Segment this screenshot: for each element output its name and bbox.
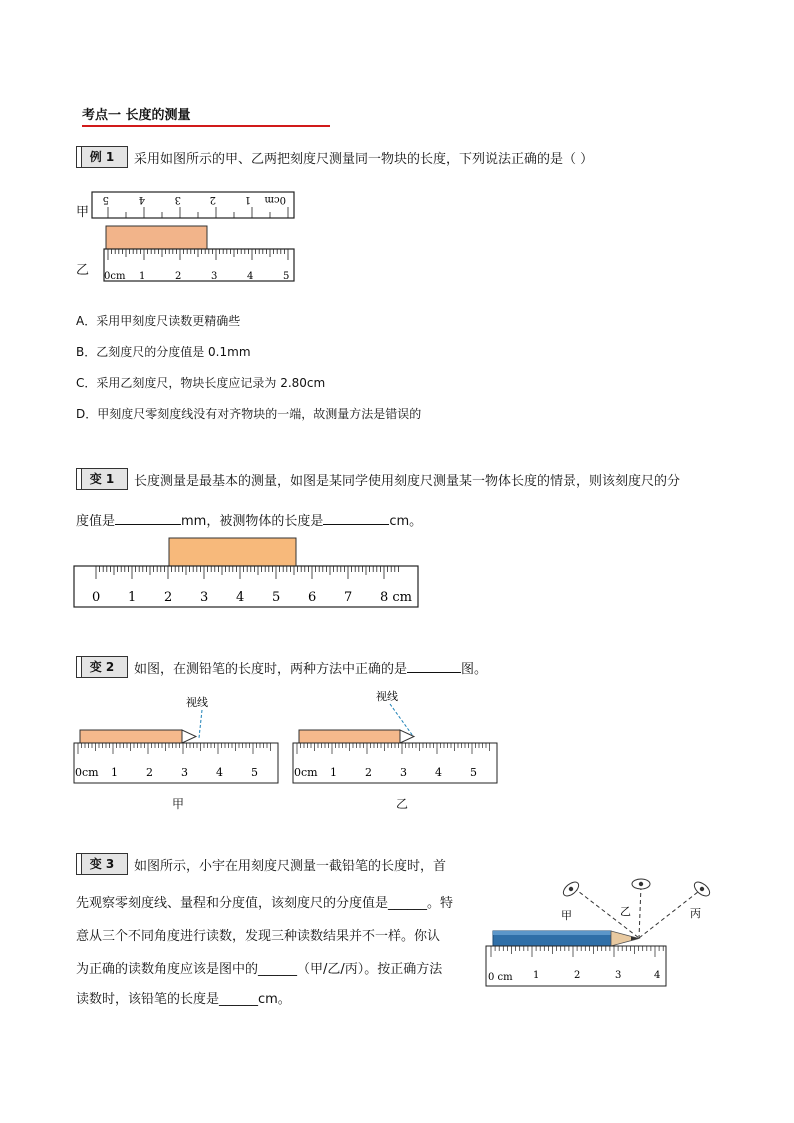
measured-object <box>169 538 296 566</box>
caption-jia: 甲 <box>172 797 185 811</box>
pencil-tip <box>182 730 196 743</box>
variant1-text-b: mm，被测物体的长度是 <box>181 514 324 529</box>
ruler-num: 4 <box>654 970 661 981</box>
ruler-label-yi: 乙 <box>76 263 90 278</box>
ruler-num: 4 <box>216 766 223 779</box>
pencil-body <box>80 730 182 743</box>
answer-blank[interactable] <box>323 511 389 525</box>
ruler-num: 5 <box>272 590 281 605</box>
variant3-line2: 先观察零刻度线、量程和分度值，该刻度尺的分度值是______。特 <box>76 896 454 911</box>
ruler-num: 1 <box>128 590 137 605</box>
option-a: A．采用甲刻度尺读数更精确些 <box>76 314 241 328</box>
variant1-text-a: 度值是 <box>76 514 116 529</box>
ruler-num: 2 <box>365 766 372 779</box>
ruler-jia-num: 2 <box>209 194 216 205</box>
sight-line-yi <box>639 886 641 938</box>
ruler-num: 3 <box>200 590 209 605</box>
option-b: B．乙刻度尺的分度值是 0.1mm <box>76 345 251 359</box>
variant1-line2 <box>76 510 422 529</box>
pencil-tip <box>400 730 414 743</box>
ruler-unit: 0cm <box>294 766 318 779</box>
option-d: D．甲刻度尺零刻度线没有对齐物块的一端，故测量方法是错误的 <box>76 407 422 421</box>
ruler-num: 2 <box>164 590 173 605</box>
ruler-num: 3 <box>615 970 622 981</box>
variant1-tag: 变 1 <box>76 468 128 490</box>
variant3-line5: 读数时，该铅笔的长度是______cm。 <box>76 992 291 1007</box>
ruler-label-jia: 甲 <box>76 205 90 220</box>
section-title: 考点一 长度的测量 <box>82 108 191 123</box>
variant2-text <box>134 658 487 677</box>
variant3-line4: 为正确的读数角度应该是图中的______（甲/乙/丙）。按正确方法 <box>76 962 443 977</box>
ruler-num: 5 <box>251 766 258 779</box>
ruler-num: 2 <box>146 766 153 779</box>
pencil-highlight <box>493 931 611 935</box>
ruler-num: 5 <box>470 766 477 779</box>
variant1-line1: 长度测量是最基本的测量，如图是某同学使用刻度尺测量某一物体长度的情景，则该刻度尺的分 <box>134 474 681 489</box>
variant2-text-b: 图。 <box>461 662 488 677</box>
sight-label: 视线 <box>376 690 398 703</box>
ruler-num: 0 <box>92 590 101 605</box>
answer-blank[interactable] <box>115 511 181 525</box>
ruler-num: 7 <box>344 590 353 605</box>
variant2-text-a: 如图，在测铅笔的长度时，两种方法中正确的是 <box>134 662 408 677</box>
variant3-tag: 变 3 <box>76 853 128 875</box>
example-tag: 例 1 <box>76 146 128 168</box>
ruler-num: 8 cm <box>380 590 413 605</box>
variant3-figure <box>484 872 701 990</box>
ruler-num: 3 <box>181 766 188 779</box>
eye-icon <box>692 879 712 898</box>
ruler-yi-body <box>104 249 294 281</box>
ruler-yi-num: 5 <box>283 271 290 282</box>
ruler-yi-num: 3 <box>211 271 218 282</box>
ruler-unit: 0cm <box>75 766 99 779</box>
ruler-yi-num: 2 <box>175 271 182 282</box>
ruler-jia-num: 4 <box>138 194 145 205</box>
option-c: C．采用乙刻度尺，物块长度应记录为 2.80cm <box>76 376 326 390</box>
ruler-num: 4 <box>435 766 442 779</box>
section-underline <box>82 125 330 127</box>
variant2-pencil-figure <box>72 688 502 788</box>
ruler-num: 1 <box>330 766 337 779</box>
eye-label: 甲 <box>561 909 572 922</box>
sight-label: 视线 <box>186 696 208 709</box>
example-question: 采用如图所示的甲、乙两把刻度尺测量同一物块的长度，下列说法正确的是（ ） <box>134 152 594 167</box>
ruler-num: 2 <box>574 970 581 981</box>
ruler-yi-num: 1 <box>139 271 146 282</box>
caption-yi: 乙 <box>396 797 409 811</box>
ruler-unit: 0 cm <box>488 972 513 983</box>
ruler-num: 4 <box>236 590 245 605</box>
ruler-jia-num: 5 <box>102 194 109 205</box>
variant3-line3: 意从三个不同角度进行读数，发现三种读数结果并不一样。你认 <box>76 929 441 944</box>
variant3-line1: 如图所示，小宇在用刻度尺测量一截铅笔的长度时，首 <box>134 859 447 874</box>
ruler-jia-body <box>92 192 294 218</box>
variant1-text-c: cm。 <box>389 514 423 529</box>
ruler-num: 6 <box>308 590 317 605</box>
sight-line <box>199 710 202 738</box>
eye-icon <box>561 879 581 898</box>
ruler-jia-unit: 0cm <box>264 194 286 205</box>
ruler-jia-num: 1 <box>244 194 251 205</box>
ruler-num: 1 <box>111 766 118 779</box>
variant1-ruler-figure <box>72 536 422 612</box>
ruler-num: 1 <box>533 970 540 981</box>
ruler-jia-num: 3 <box>174 194 181 205</box>
ruler-num: 3 <box>400 766 407 779</box>
eye-icon <box>632 879 650 889</box>
pencil-body <box>299 730 400 743</box>
variant2-tag: 变 2 <box>76 656 128 678</box>
answer-blank[interactable] <box>407 659 461 673</box>
ruler-yi-num: 4 <box>247 271 254 282</box>
example-ruler-figure <box>90 190 300 285</box>
measured-block <box>106 226 207 249</box>
ruler-body <box>74 743 278 783</box>
eye-label: 丙 <box>690 907 701 920</box>
eye-label: 乙 <box>620 905 631 918</box>
ruler-yi-unit: 0cm <box>104 271 126 282</box>
ruler-body <box>293 743 497 783</box>
